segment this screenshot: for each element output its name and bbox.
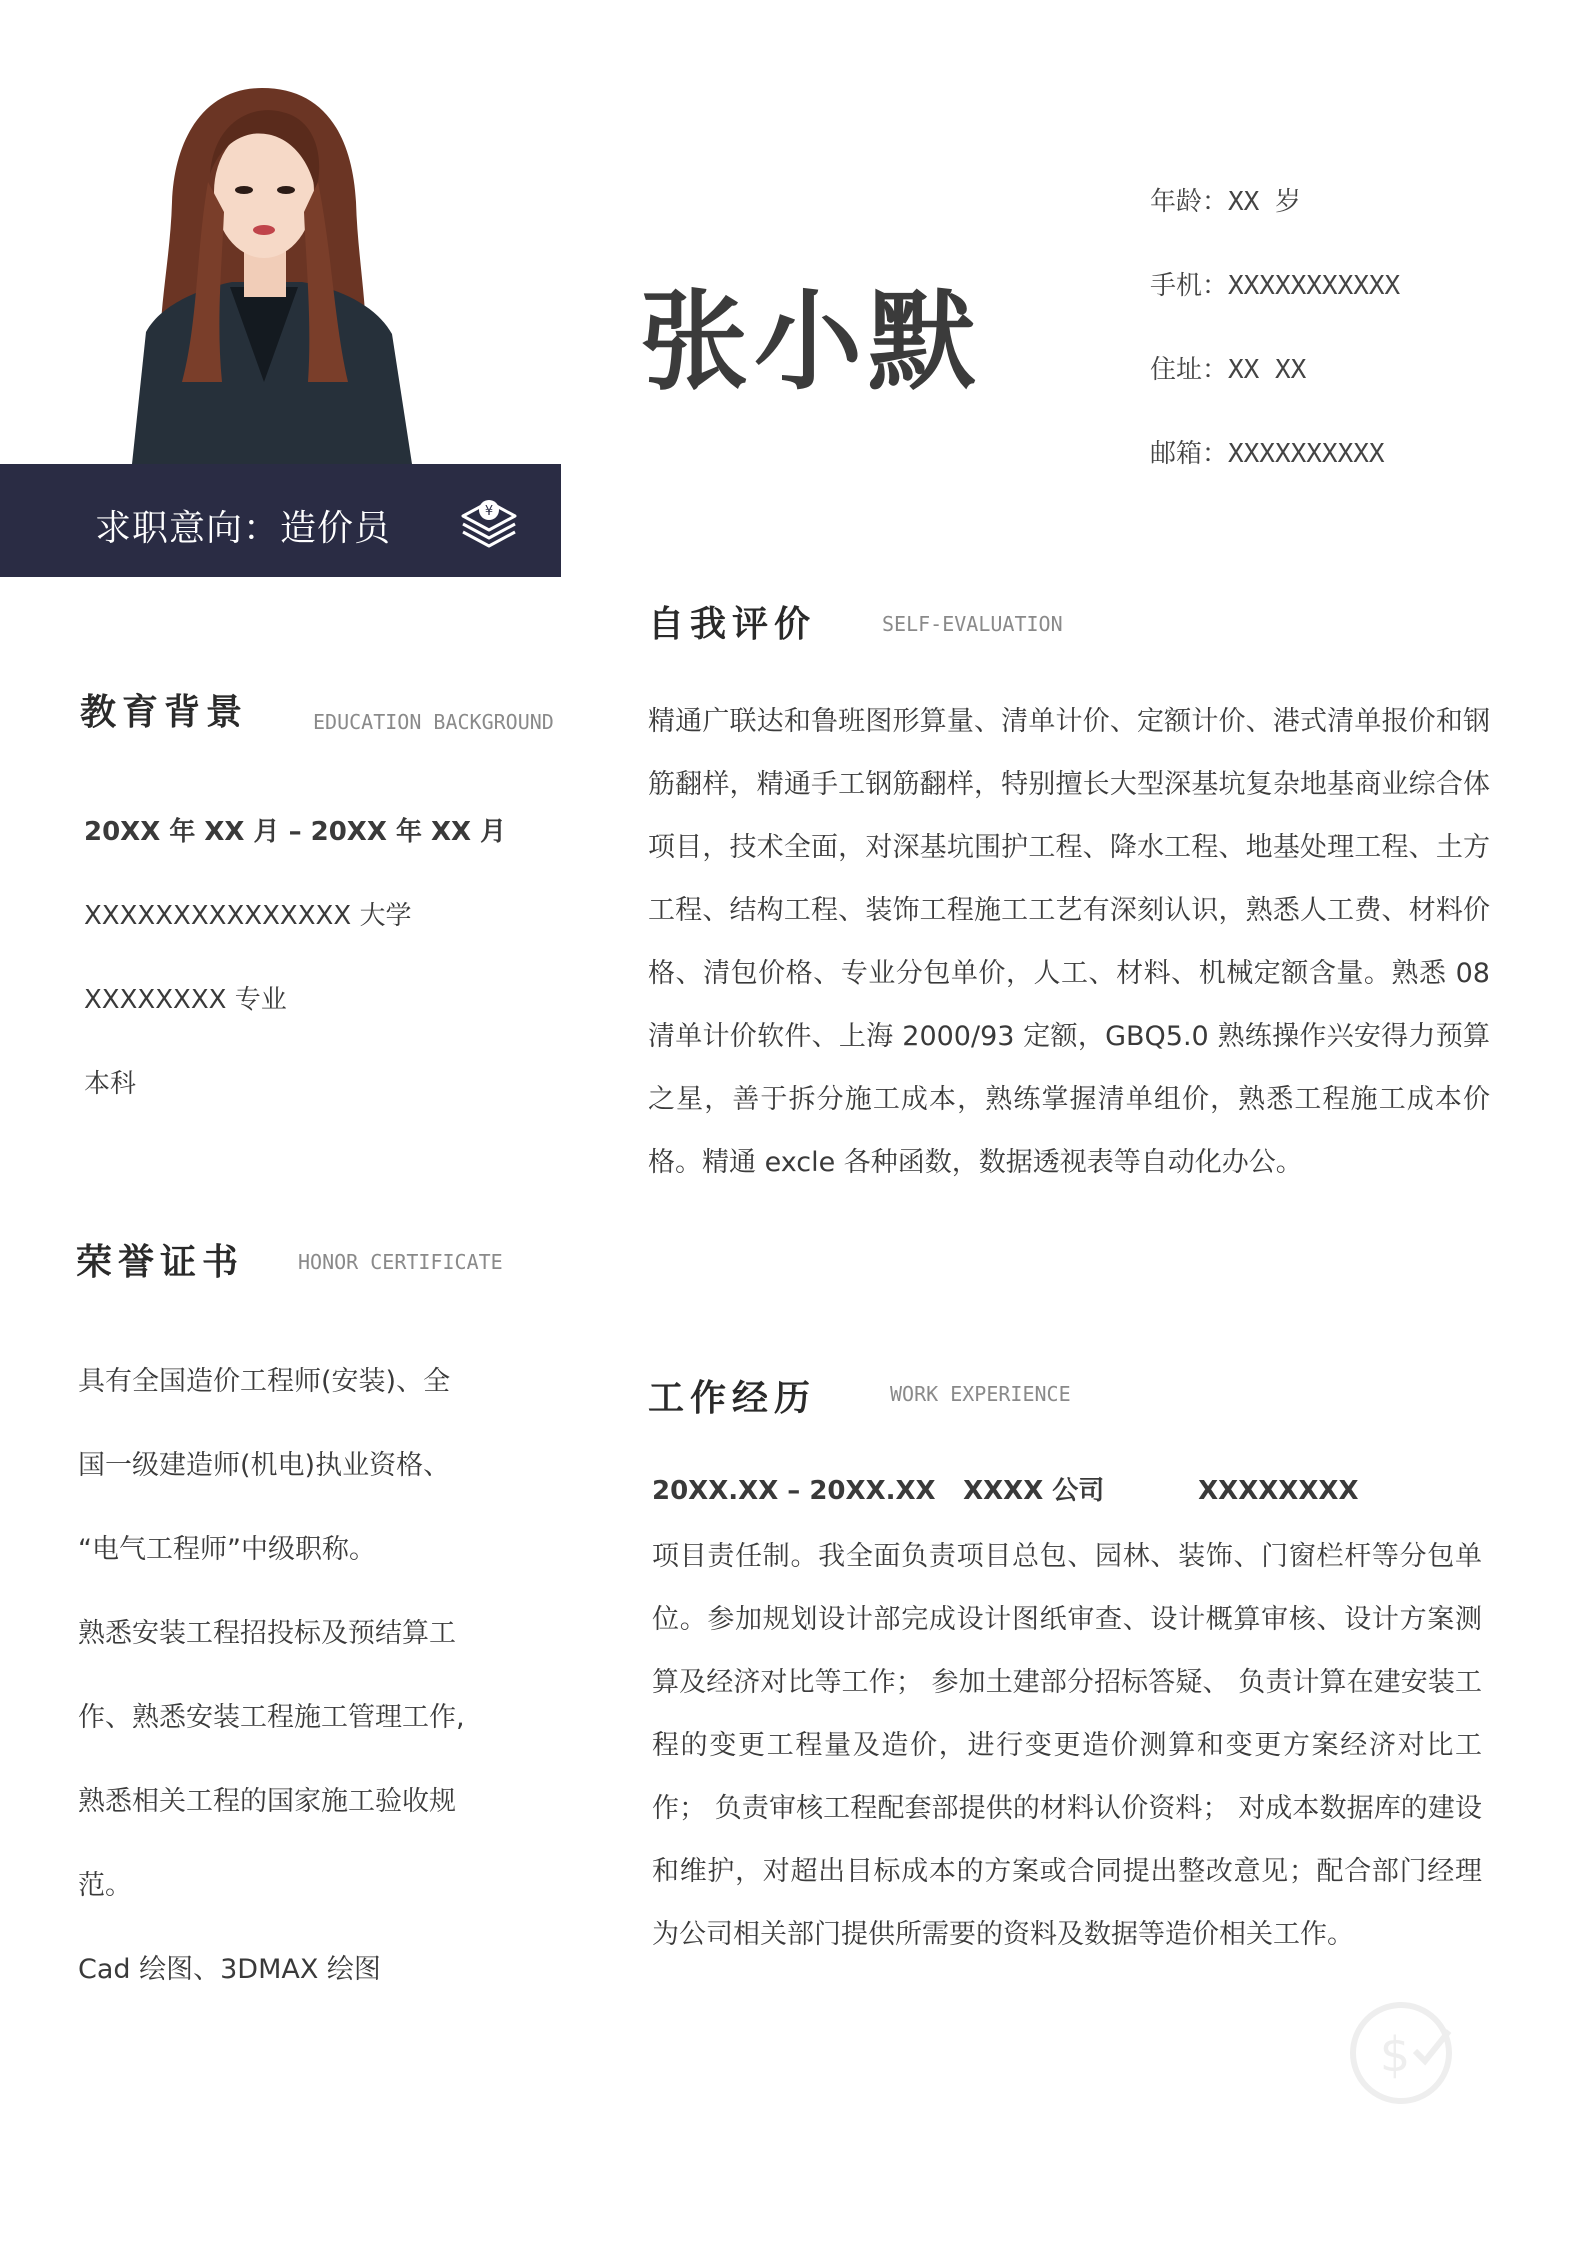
candidate-name: 张小默 [640, 280, 983, 405]
work-title: 工作经历 [648, 1378, 817, 1419]
honor-line: 范。 [78, 1870, 132, 1901]
contact-info [1150, 180, 1400, 516]
honor-line: “电气工程师”中级职称。 [78, 1534, 376, 1565]
portrait-image [112, 82, 424, 464]
self-evaluation-title: 自我评价 [648, 604, 817, 645]
contact-age: 年龄：XX 岁 [1150, 187, 1301, 217]
education-period: 20XX 年 XX 月 – 20XX 年 XX 月 [84, 817, 507, 847]
dollar-check-icon [1345, 1995, 1460, 2110]
honor-title: 荣誉证书 [76, 1242, 245, 1283]
work-entry-header [652, 1470, 1359, 1507]
contact-phone: 手机：XXXXXXXXXXX [1150, 271, 1401, 301]
education-school: XXXXXXXXXXXXXXX 大学 [84, 901, 412, 931]
education-degree: 本科 [84, 1069, 137, 1099]
work-entry-body [652, 1525, 1482, 1966]
honor-line: Cad 绘图、3DMAX 绘图 [78, 1954, 381, 1985]
work-title-en: WORK EXPERIENCE [890, 1382, 1071, 1406]
education-details [84, 810, 506, 1146]
honor-list [78, 1360, 518, 2032]
education-major: XXXXXXXX 专业 [84, 985, 287, 1015]
self-evaluation-body [648, 690, 1490, 1194]
svg-text:¥: ¥ [484, 504, 494, 519]
honor-line: 熟悉安装工程招投标及预结算工 [78, 1618, 456, 1649]
honor-line: 作、熟悉安装工程施工管理工作, [78, 1702, 465, 1733]
self-evaluation-text: 精通广联达和鲁班图形算量、清单计价、定额计价、港式清单报价和钢筋翻样，精通手工钢筋翻样，特别擅长大型深基坑复杂地基商业综合体项目，技术全面，对深基坑围护工程、降水工程、地基处理工程、土方工程、结构工程、装饰工程施工工艺有深刻认识，熟悉人工费、材料价格、清包价格、专业分包单价，人工、材料、机械定额含量。熟悉 08 清单计价软件、上海 2000/93 定额，GBQ5.0 熟练操作兴安得力预算之星，善于拆分施工成本，熟练掌握清单组价，熟悉工程施工成本价格。精通 excle 各种函数，数据透视表等自动化办公。 [648, 706, 1490, 1178]
layers-yen-icon [455, 488, 523, 556]
education-title-en: EDUCATION BACKGROUND [313, 710, 554, 734]
self-evaluation-title-en: SELF-EVALUATION [882, 612, 1063, 636]
honor-line: 具有全国造价工程师(安装)、全 [78, 1366, 451, 1397]
honor-line: 熟悉相关工程的国家施工验收规 [78, 1786, 456, 1817]
honor-title-en: HONOR CERTIFICATE [298, 1250, 503, 1274]
work-period: 20XX.XX – 20XX.XX [652, 1476, 936, 1506]
honor-line: 国一级建造师(机电)执业资格、 [78, 1450, 451, 1481]
work-position: XXXXXXXX [1198, 1476, 1359, 1506]
svg-text:$: $ [1379, 2027, 1411, 2083]
education-title: 教育背景 [80, 692, 249, 733]
work-description: 项目责任制。我全面负责项目总包、园林、装饰、门窗栏杆等分包单位。参加规划设计部完成设计图纸审查、设计概算审核、设计方案测算及经济对比等工作； 参加土建部分招标答疑、 负责计算在建安装工程的变更工程量及造价，进行变更造价测算和变更方案经济对比工作； 负责审核工程配套部提供的材料认价资料； 对成本数据库的建设和维护，对超出目标成本的方案或合同提出整改意见；配合部门经理为公司相关部门提供所需要的资料及数据等造价相关工作。 [652, 1541, 1482, 1950]
contact-email: 邮箱：XXXXXXXXXX [1150, 439, 1385, 469]
contact-address: 住址：XX XX [1150, 355, 1307, 385]
job-intention-text: 求职意向：造价员 [95, 508, 392, 549]
work-company: XXXX 公司 [963, 1476, 1105, 1506]
job-intention-bar [0, 464, 561, 577]
